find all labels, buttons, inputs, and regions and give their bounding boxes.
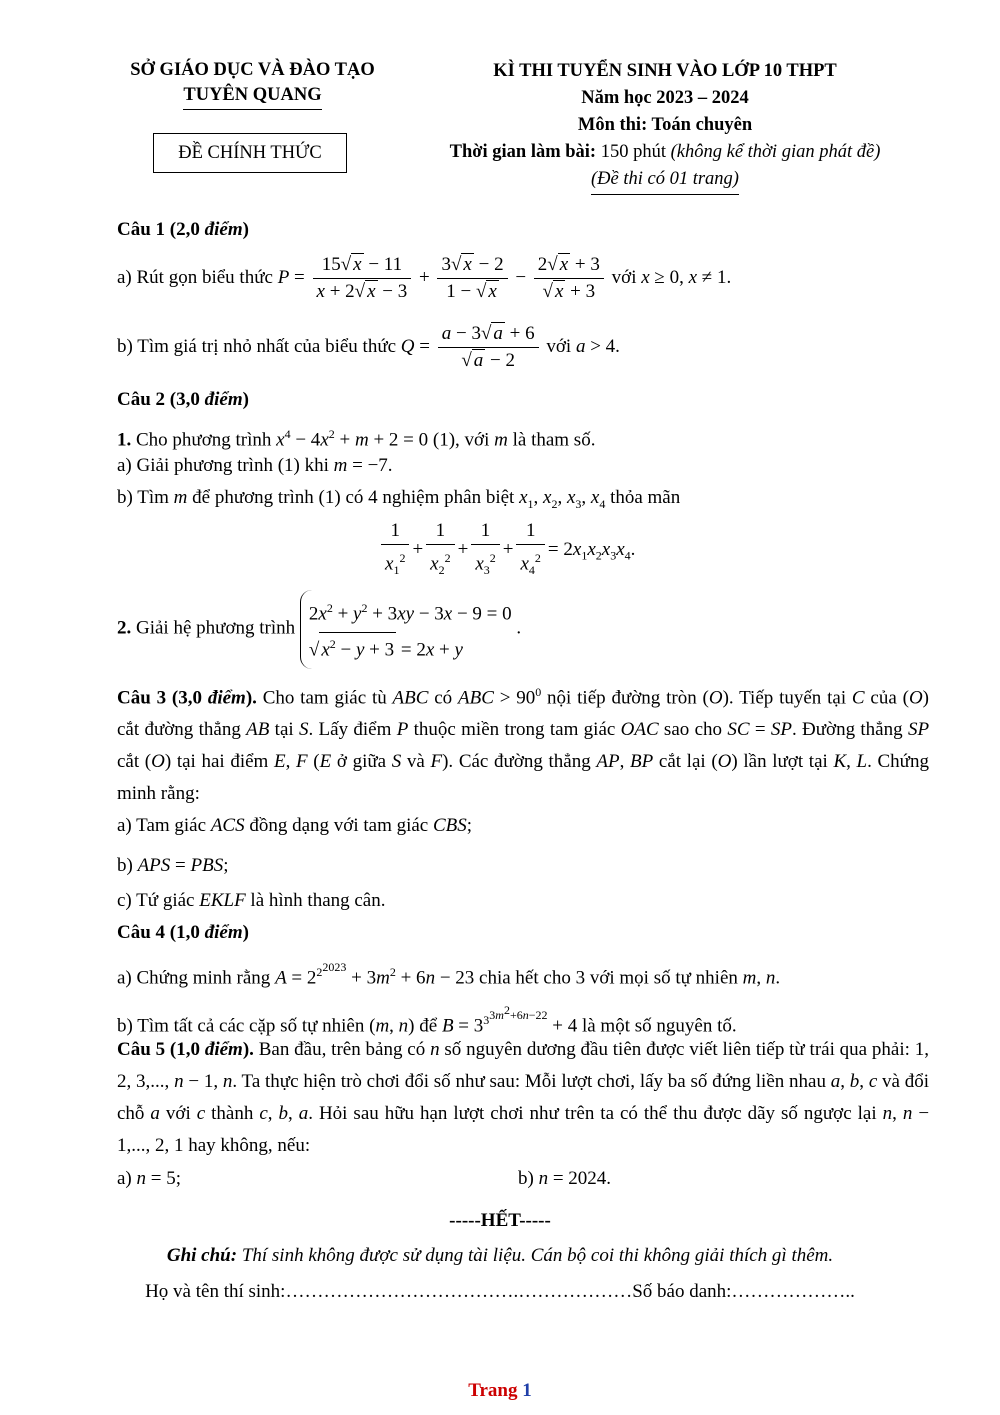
province-name: TUYÊN QUANG: [183, 83, 321, 110]
equation-system: $2x^2 + y^2 + 3xy - 3x - 9 = 0$ √ $x^2 - y + 3 = 2x + y$: [300, 590, 512, 669]
q2-item1-a: a) Giải phương trình (1) khi m = −7.: [117, 455, 393, 476]
q3-part-a: a) Tam giác ACS đồng dạng với tam giác CBS;: [117, 815, 473, 836]
end-mark: -----HẾT-----: [449, 1210, 551, 1231]
department-name: SỞ GIÁO DỤC VÀ ĐÀO TẠO: [130, 60, 375, 80]
exam-title: KÌ THI TUYỂN SINH VÀO LỚP 10 THPT: [493, 61, 837, 81]
q2-item1-b: b) Tìm m để phương trình (1) có 4 nghiệm phân biệt $x_1$, $x_2$, $x_3$, $x_4$ thỏa mãn: [117, 487, 681, 511]
exam-subject: Môn thi: Toán chuyên: [577, 115, 753, 135]
page-number: 1: [522, 1380, 532, 1401]
q4-part-b: b) Tìm tất cả các cặp số tự nhiên (m, n) để $B = 3^{3^{3m^2+6n-22}} + 4$ là một số nguyên tố.: [117, 1003, 737, 1037]
q2-condition-formula: $\frac{1}{x_1^2}$ + $\frac{1}{x_2^2}$ + $\frac{1}{x_3^2}$ + $\frac{1}{x_4^2}$ = $2x_1x_2x_3x_4$.: [378, 518, 635, 587]
school-year: Năm học 2023 – 2024: [581, 88, 749, 108]
pages-note: (Đề thi có 01 trang): [591, 166, 739, 195]
official-stamp-box: ĐỀ CHÍNH THỨC: [153, 133, 347, 173]
page-label: Trang: [468, 1380, 523, 1401]
page-footer: [0, 1380, 1000, 1402]
q5-statement: Câu 5 (1,0 điểm). Ban đầu, trên bảng có n số nguyên dương đầu tiên được viết liên tiếp từ trái qua phải: 1, 2, 3,..., n − 1, n. Ta thực hiện trò chơi đổi số như sau: Mỗi lượt chơi, lấy ba số đứng liền nhau a, b, c và đổi chỗ a với c thành c, b, a. Hỏi sau hữu hạn lượt chơi như trên ta có thể thu được dãy số ngược lại n, n − 1,..., 2, 1 hay không, nếu:: [117, 1039, 930, 1156]
q3-statement: Câu 3 (3,0 điểm). Cho tam giác tù ABC có ABC > $90^0$ nội tiếp đường tròn (O). Tiếp tuyến tại C của (O) cắt đường thẳng AB tại S. Lấy điểm P thuộc miền trong tam giác OAC sao cho SC = SP. Đường thẳng SP cắt (O) tại hai điểm E, F (E ở giữa S và F). Các đường thẳng AP, BP cắt lại (O) lần lượt tại K, L. Chứng minh rằng:: [117, 685, 930, 805]
exam-time: Thời gian làm bài: 150 phút (không kể thời gian phát đề): [449, 142, 881, 162]
q4-title: Câu 4 (1,0 điểm): [117, 922, 249, 943]
candidate-info-line: Họ và tên thí sinh:……………………………….………………Số báo danh:………………..: [145, 1281, 855, 1302]
note: Ghi chú: Thí sinh không được sử dụng tài liệu. Cán bộ coi thi không giải thích gì thêm.: [166, 1245, 834, 1266]
q2-item1: 1. Cho phương trình $x^4 - 4x^2 + m + 2 = 0$ (1), với m là tham số.: [117, 427, 596, 451]
q1-title: Câu 1 (2,0 điểm): [117, 219, 249, 240]
q2-title: Câu 2 (3,0 điểm): [117, 389, 249, 410]
q5-part-a: a) n = 5;: [117, 1168, 182, 1189]
q1-part-a: a) Rút gọn biểu thức P = $\frac{15√ x - 11}{x + 2√ x - 3}$ + $\frac{3√ x - 2}{1 - √ x}$ − $\frac{2√ x + 3}{√ x + 3}$ với x ≥ 0, x ≠ 1.: [117, 254, 732, 303]
exam-header: [420, 58, 910, 195]
q2-item2: 2. Giải hệ phương trình $2x^2 + y^2 + 3xy - 3x - 9 = 0$ √ $x^2 - y + 3 = 2x + y$ .: [117, 590, 521, 669]
q3-part-b: b) APS = PBS;: [117, 855, 229, 876]
q1-part-b: b) Tìm giá trị nhỏ nhất của biểu thức Q = $\frac{a - 3√ a + 6}{√ a - 2}$ với a > 4.: [117, 323, 620, 372]
q3-part-c: c) Tứ giác EKLF là hình thang cân.: [117, 890, 386, 911]
q5-part-b: b) n = 2024.: [518, 1168, 612, 1189]
q4-part-a: a) Chứng minh rằng $A = 2^{2^{2023}} + 3m^2 + 6n - 23$ chia hết cho 3 với mọi số tự nhiên m, n.: [117, 960, 781, 989]
department-header: [110, 58, 395, 110]
